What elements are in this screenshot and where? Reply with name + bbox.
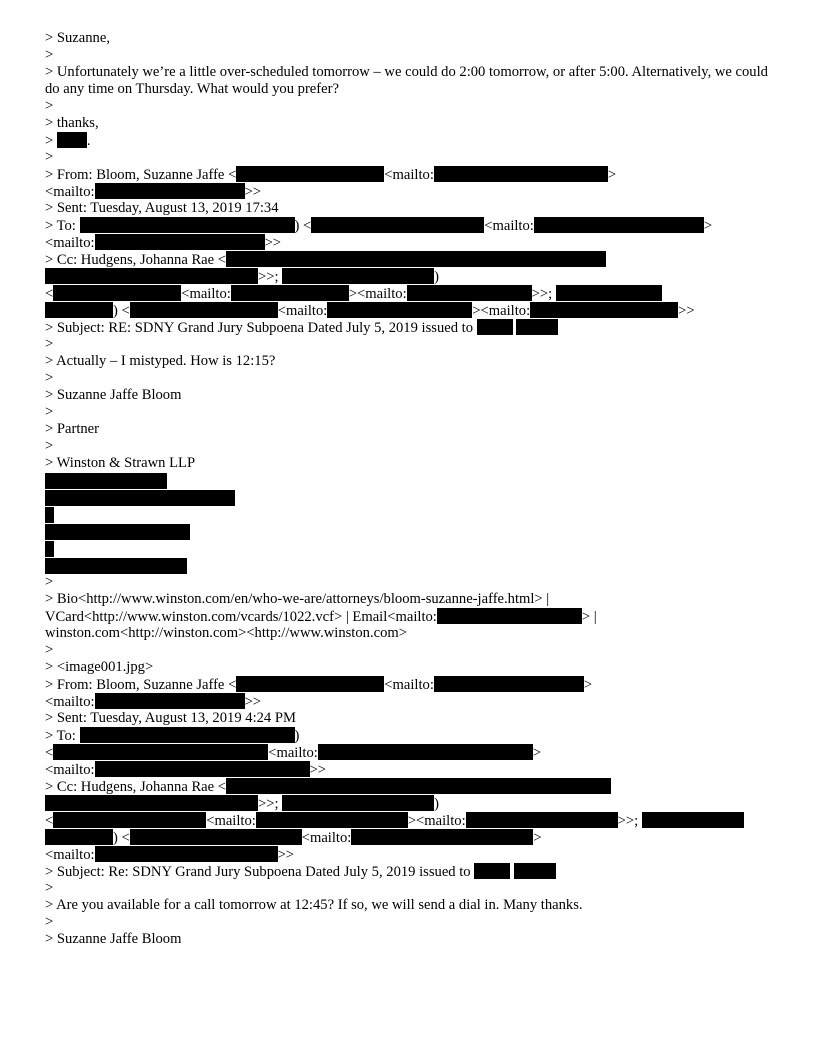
gt-text: > xyxy=(532,745,542,761)
sent-line: > Sent: Tuesday, August 13, 2019 4:24 PM xyxy=(45,710,296,726)
redaction-box xyxy=(57,132,87,148)
quote-marker: > xyxy=(45,336,54,352)
redaction-box xyxy=(311,217,484,233)
lt-text: < xyxy=(45,813,54,829)
redaction-box xyxy=(53,285,181,301)
mailto-text: <mailto: xyxy=(45,847,95,863)
redaction-box xyxy=(282,268,434,284)
redaction-box xyxy=(95,761,310,777)
separator-text: >>; xyxy=(258,269,283,285)
thanks-line: > thanks, xyxy=(45,115,99,131)
redaction-box xyxy=(45,507,54,523)
gt-mailto-text: ><mailto: xyxy=(472,303,531,319)
redaction-box xyxy=(516,319,558,335)
cc-continuation xyxy=(45,812,780,829)
mailto-text: <mailto: xyxy=(206,813,256,829)
reply-message: > Unfortunately we’re a little over-scheduled tomorrow – we could do 2:00 tomorrow, or after 5:00. Alternatively, we could do any time on Thursday. What would you prefer? xyxy=(45,64,768,97)
gt-text: > xyxy=(607,167,617,183)
gtgt-text: >> xyxy=(277,847,295,863)
vcard-text: VCard<http://www.winston.com/vcards/1022.vcf> | Email<mailto: xyxy=(45,609,437,625)
mailto-text: <mailto: xyxy=(45,762,95,778)
mailto-text: <mailto: xyxy=(45,184,95,200)
gt-mailto-text: ><mailto: xyxy=(348,286,407,302)
quote-marker: > xyxy=(45,404,54,420)
gtgt-text: >> xyxy=(264,235,282,251)
to-close: ) < xyxy=(294,218,312,234)
quote-marker: > xyxy=(45,438,54,454)
from-label: > From: Bloom, Suzanne Jaffe < xyxy=(45,677,237,693)
redaction-box xyxy=(95,234,265,250)
mailto-line xyxy=(45,183,780,200)
to-line xyxy=(45,727,780,744)
email-thread-document xyxy=(45,30,780,948)
subject-text: > Subject: RE: SDNY Grand Jury Subpoena Dated July 5, 2019 issued to xyxy=(45,320,477,336)
redaction-box xyxy=(434,676,584,692)
paren-text: ) xyxy=(434,269,440,285)
mailto-line xyxy=(45,761,780,778)
redaction-box xyxy=(226,778,611,794)
sent-line: > Sent: Tuesday, August 13, 2019 17:34 xyxy=(45,200,279,216)
cc-continuation xyxy=(45,302,780,319)
redaction-box xyxy=(95,693,245,709)
redaction-box xyxy=(53,812,206,828)
redaction-box xyxy=(407,285,532,301)
gtgt-text: >> xyxy=(244,184,262,200)
separator-text: >>; xyxy=(258,796,283,812)
cc-line xyxy=(45,251,780,268)
redaction-box xyxy=(556,285,662,301)
gt-mailto-text: ><mailto: xyxy=(407,813,466,829)
signature-period: . xyxy=(86,133,91,149)
signature-name: > Suzanne Jaffe Bloom xyxy=(45,387,182,403)
redaction-box xyxy=(95,846,278,862)
to-continuation xyxy=(45,744,780,761)
redaction-box xyxy=(466,812,618,828)
mailto-text: <mailto: xyxy=(384,167,434,183)
mailto-line xyxy=(45,234,780,251)
mailto-line xyxy=(45,693,780,710)
subject-line xyxy=(45,863,780,880)
mailto-text: <mailto: xyxy=(384,677,434,693)
website-line: winston.com<http://winston.com><http://www.winston.com> xyxy=(45,625,407,641)
mailto-text: <mailto: xyxy=(277,303,328,319)
mailto-text: <mailto: xyxy=(484,218,534,234)
mailto-line xyxy=(45,846,780,863)
from-label: > From: Bloom, Suzanne Jaffe < xyxy=(45,167,237,183)
paren-text: ) xyxy=(434,796,440,812)
paren-lt-text: ) < xyxy=(113,303,130,319)
cc-continuation xyxy=(45,268,780,285)
redaction-box xyxy=(474,863,510,879)
image-attachment-line: > <image001.jpg> xyxy=(45,659,154,675)
mailto-text: <mailto: xyxy=(181,286,231,302)
redaction-box xyxy=(282,795,434,811)
redaction-box xyxy=(256,812,408,828)
redaction-box xyxy=(45,795,258,811)
redaction-box xyxy=(236,166,384,182)
mailto-text: <mailto: xyxy=(268,745,318,761)
quote-marker: > xyxy=(45,370,54,386)
gtgt-text: >> xyxy=(678,303,695,319)
separator-text: >>; xyxy=(617,813,642,829)
redaction-box xyxy=(226,251,606,267)
redaction-box xyxy=(80,727,295,743)
from-line xyxy=(45,166,780,183)
redacted-address-block xyxy=(45,473,780,574)
redaction-box xyxy=(327,302,472,318)
subject-text: > Subject: Re: SDNY Grand Jury Subpoena Dated July 5, 2019 issued to xyxy=(45,864,475,880)
redaction-box xyxy=(514,863,556,879)
redaction-box xyxy=(45,541,54,557)
redaction-box xyxy=(534,217,704,233)
redaction-box xyxy=(477,319,513,335)
redaction-box xyxy=(45,558,187,574)
lt-text: < xyxy=(45,286,54,302)
separator-text: >>; xyxy=(531,286,556,302)
cc-line xyxy=(45,778,780,795)
quote-marker: > xyxy=(45,574,54,590)
paren-text: ) xyxy=(294,728,300,744)
quote-marker: > xyxy=(45,98,54,114)
redaction-box xyxy=(434,166,608,182)
signature-line xyxy=(45,132,780,149)
redaction-box xyxy=(236,676,384,692)
from-line xyxy=(45,676,780,693)
gtgt-text: >> xyxy=(244,694,262,710)
redaction-box xyxy=(45,829,113,845)
redaction-box xyxy=(130,302,278,318)
message-body: > Actually – I mistyped. How is 12:15? xyxy=(45,353,276,369)
gt-text: > xyxy=(533,830,542,846)
redaction-box xyxy=(95,183,245,199)
redaction-box xyxy=(437,608,582,624)
bio-link-line: > Bio<http://www.winston.com/en/who-we-are/attorneys/bloom-suzanne-jaffe.html> | xyxy=(45,591,550,607)
gt-text: > xyxy=(583,677,593,693)
quote-marker: > xyxy=(45,47,54,63)
cc-label: > Cc: Hudgens, Johanna Rae < xyxy=(45,779,227,795)
cc-continuation xyxy=(45,285,780,302)
subject-line xyxy=(45,319,780,336)
redaction-box xyxy=(80,217,295,233)
redaction-box xyxy=(45,268,258,284)
to-line xyxy=(45,217,780,234)
gtgt-text: >> xyxy=(309,762,327,778)
redaction-box xyxy=(530,302,678,318)
to-label: > To: xyxy=(45,728,80,744)
redaction-box xyxy=(318,744,533,760)
cc-continuation xyxy=(45,829,780,846)
quote-marker: > xyxy=(45,149,54,165)
vcard-line xyxy=(45,608,780,625)
redaction-box xyxy=(45,302,113,318)
signature-name: > Suzanne Jaffe Bloom xyxy=(45,931,182,947)
cc-continuation xyxy=(45,795,780,812)
quote-marker: > xyxy=(45,914,54,930)
redaction-box xyxy=(45,490,235,506)
redaction-box xyxy=(130,829,302,845)
cc-label: > Cc: Hudgens, Johanna Rae < xyxy=(45,252,227,268)
gt-text: > xyxy=(703,218,713,234)
salutation-line: > Suzanne, xyxy=(45,30,110,46)
message-body: > Are you available for a call tomorrow at 12:45? If so, we will send a dial in. Many thanks. xyxy=(45,897,583,913)
to-label: > To: xyxy=(45,218,80,234)
redaction-box xyxy=(231,285,349,301)
signature-firm: > Winston & Strawn LLP xyxy=(45,455,196,471)
redaction-box xyxy=(45,473,167,489)
quote-marker: > xyxy=(45,880,54,896)
quote-marker: > xyxy=(45,642,54,658)
mailto-text: <mailto: xyxy=(301,830,352,846)
vcard-suffix: > | xyxy=(581,609,597,625)
quote-prefix: > xyxy=(45,133,57,149)
redaction-box xyxy=(45,524,190,540)
signature-title: > Partner xyxy=(45,421,100,437)
lt-text: < xyxy=(45,745,54,761)
mailto-text: <mailto: xyxy=(45,694,95,710)
paren-lt-text: ) < xyxy=(113,830,130,846)
redaction-box xyxy=(351,829,533,845)
mailto-text: <mailto: xyxy=(45,235,95,251)
redaction-box xyxy=(53,744,268,760)
redaction-box xyxy=(642,812,744,828)
